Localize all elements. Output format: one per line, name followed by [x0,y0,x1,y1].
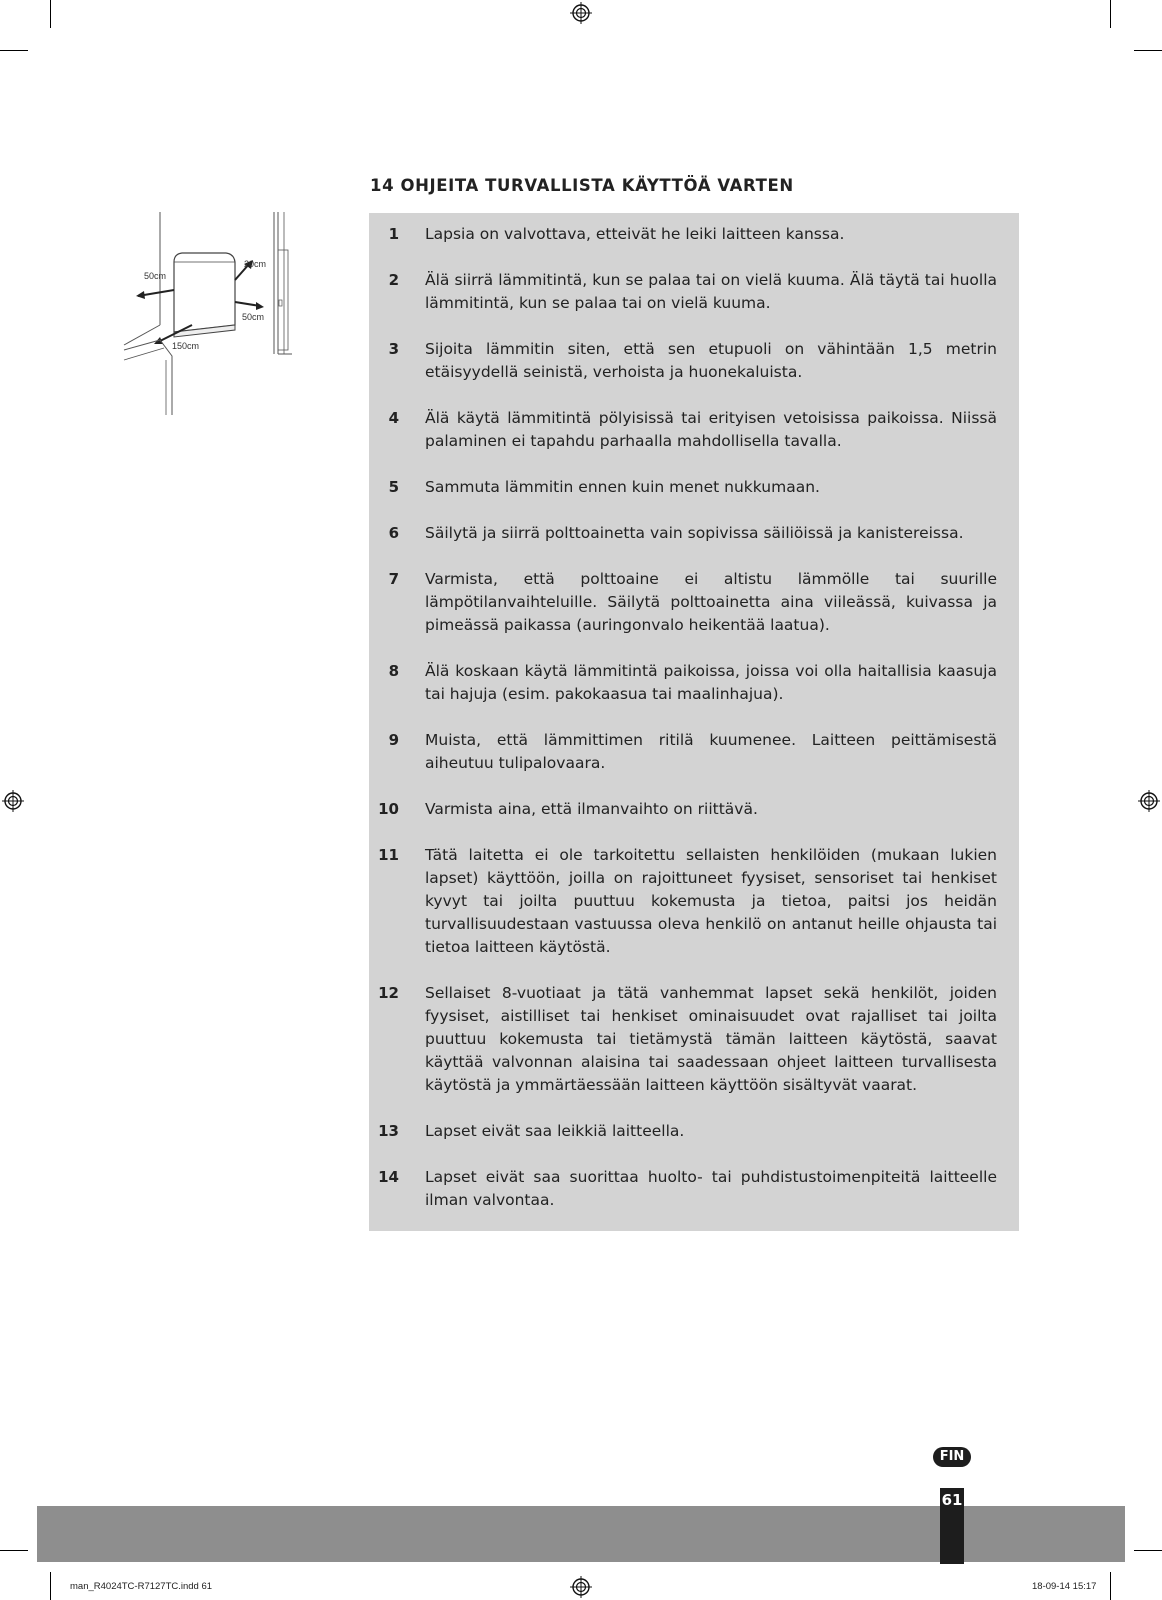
item-text: Tätä laitetta ei ole tarkoitettu sellaisten henkilöiden (mukaan lukien lapset) käyttöön, joilla on rajoittuneet fyysiset, sensoriset tai henkiset kyvyt tai joilta puuttuu kokemusta ja tietoa, paitsi jos heidän turvallisuudestaan vastuussa oleva henkilö on antanut heille ohjausta tai tietoa laitteen käytöstä. [425,846,997,956]
item-text: Muista, että lämmittimen ritilä kuumenee. Laitteen peittämisestä aiheutuu tulipalovaara. [425,731,997,772]
item-text: Sammuta lämmitin ennen kuin menet nukkumaan. [425,478,820,496]
item-number: 11 [378,846,399,864]
item-text: Älä siirrä lämmitintä, kun se palaa tai on vielä kuuma. Älä täytä tai huolla lämmitintä, kun se palaa tai on vielä kuuma. [425,271,997,312]
safety-instructions-panel [369,213,1019,1231]
crop-mark [1110,0,1111,28]
print-date-slug: 18-09-14 15:17 [1032,1581,1097,1592]
registration-mark-icon [1138,790,1160,812]
item-text: Varmista, että polttoaine ei altistu lämmölle tai suurille lämpötilanvaihteluille. Säilytä polttoainetta aina viileässä, kuivassa ja pimeässä paikassa (auringonvalo heikentää laatua). [425,570,997,634]
item-text: Sijoita lämmitin siten, että sen etupuoli on vähintään 1,5 metrin etäisyydellä seinistä, verhoista ja huonekaluista. [425,340,997,381]
clearance-label-20cm: 20cm [244,259,267,269]
item-number: 12 [378,984,399,1002]
registration-mark-icon [2,790,24,812]
item-number: 9 [388,731,399,749]
clearance-label-150cm: 150cm [172,341,200,351]
crop-mark [50,0,51,28]
item-number: 4 [388,409,399,427]
item-text: Sellaiset 8-vuotiaat ja tätä vanhemmat lapset sekä henkilöt, joiden fyysiset, aistilliset tai henkiset ominaisuudet ovat rajalliset tai joilta puuttuu kokemusta tai tietämystä tämän laitteen käytöstä, saavat käyttää valvonnan alaisina tai saadessaan ohjeet laitteen turvallisesta käytöstä ja ymmärtäessään laitteen käyttöön sisältyvät vaarat. [425,984,997,1094]
item-number: 13 [378,1122,399,1140]
item-number: 2 [388,271,399,289]
crop-mark [1134,50,1162,51]
item-number: 5 [388,478,399,496]
crop-mark [1134,1550,1162,1551]
item-text: Varmista aina, että ilmanvaihto on riittävä. [425,800,758,818]
crop-mark [1110,1572,1111,1600]
crop-mark [0,50,28,51]
item-number: 8 [388,662,399,680]
crop-mark [0,1550,28,1551]
item-text: Älä koskaan käytä lämmitintä paikoissa, joissa voi olla haitallisia kaasuja tai hajuja (esim. pakokaasua tai maalinhajua). [425,662,997,703]
file-slug: man_R4024TC-R7127TC.indd 61 [70,1581,213,1592]
clearance-label-50cm-left: 50cm [144,271,167,281]
item-number: 7 [388,570,399,588]
item-number: 3 [388,340,399,358]
item-number: 1 [388,225,399,243]
section-title: 14 OHJEITA TURVALLISTA KÄYTTÖÄ VARTEN [370,176,794,195]
item-text: Lapsia on valvottava, etteivät he leiki laitteen kanssa. [425,225,845,243]
language-badge: FIN [933,1447,971,1467]
registration-mark-icon [570,2,592,24]
item-text: Säilytä ja siirrä polttoainetta vain sopivissa säiliöissä ja kanistereissa. [425,524,964,542]
registration-mark-icon [570,1576,592,1598]
crop-mark [50,1572,51,1600]
item-text: Lapset eivät saa suorittaa huolto- tai puhdistustoimenpiteitä laitteelle ilman valvontaa. [425,1168,997,1209]
item-number: 6 [388,524,399,542]
clearance-diagram [122,210,300,415]
item-text: Lapset eivät saa leikkiä laitteella. [425,1122,685,1140]
clearance-label-50cm-right: 50cm [242,312,265,322]
item-number: 14 [378,1168,399,1186]
page-number: 61 [941,1491,963,1509]
item-text: Älä käytä lämmitintä pölyisissä tai erityisen vetoisissa paikoissa. Niissä palaminen ei tapahdu parhaalla mahdollisella tavalla. [425,409,997,450]
item-number: 10 [378,800,399,818]
